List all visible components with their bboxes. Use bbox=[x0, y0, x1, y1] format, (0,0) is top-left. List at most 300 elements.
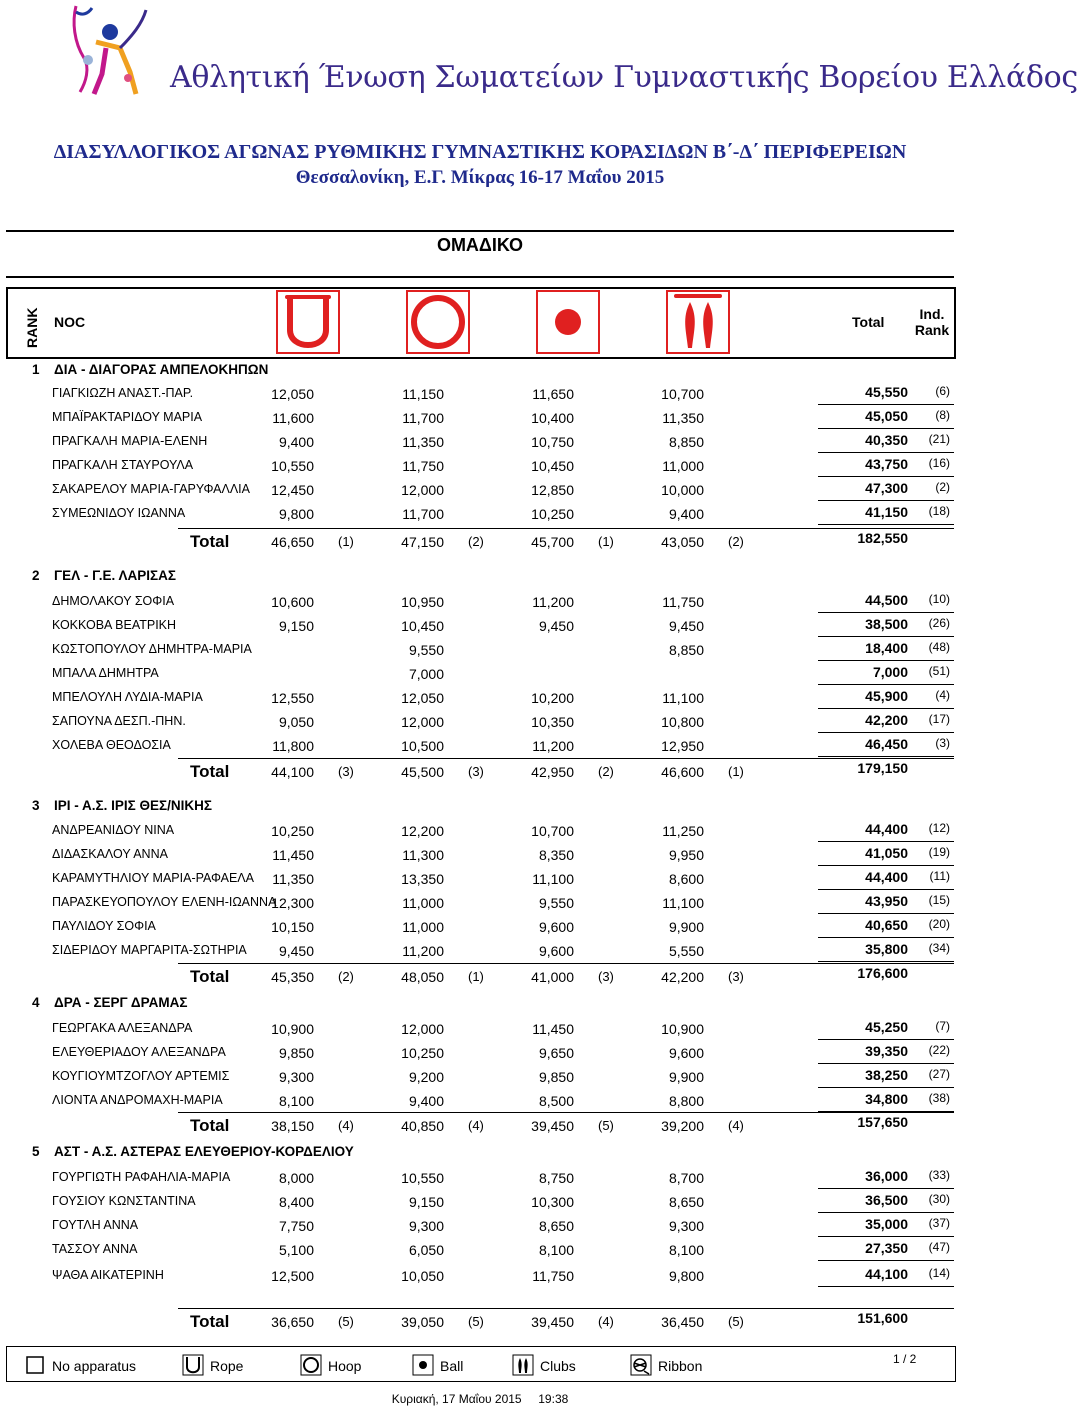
athlete-row bbox=[0, 660, 960, 682]
team-apparatus-rank: (5) bbox=[598, 1118, 614, 1133]
team-total-label: Total bbox=[190, 762, 230, 781]
athlete-name: ΠΑΥΛΙΔΟΥ ΣΟΦΙΑ bbox=[52, 919, 156, 933]
team-total-line bbox=[178, 758, 954, 759]
team-apparatus-total: 45,700 bbox=[531, 534, 574, 550]
athlete-ind-rank: (17) bbox=[928, 712, 950, 726]
apparatus-score: 11,100 bbox=[662, 690, 704, 706]
team-rank: 1 bbox=[32, 362, 40, 377]
athlete-row bbox=[0, 380, 960, 402]
athlete-row bbox=[0, 500, 960, 522]
apparatus-score: 10,250 bbox=[271, 823, 314, 839]
apparatus-score: 10,400 bbox=[531, 410, 574, 426]
athlete-ind-rank: (33) bbox=[928, 1168, 950, 1182]
team-apparatus-total: 46,600 bbox=[661, 764, 704, 780]
athlete-ind-rank: (38) bbox=[928, 1091, 950, 1105]
apparatus-score: 10,550 bbox=[401, 1170, 444, 1186]
athlete-total: 35,000 bbox=[865, 1216, 908, 1232]
team-apparatus-total: 45,500 bbox=[401, 764, 444, 780]
total-underline bbox=[818, 961, 954, 962]
athlete-row bbox=[0, 1063, 960, 1085]
team-apparatus-total: 36,650 bbox=[271, 1314, 314, 1330]
athlete-name: ΓΙΑΓΚΙΩΖΗ ΑΝΑΣΤ.-ΠΑΡ. bbox=[52, 386, 194, 400]
athlete-name: ΠΑΡΑΣΚΕΥΟΠΟΥΛΟΥ ΕΛΕΝΗ-ΙΩΑΝΝΑ bbox=[52, 895, 277, 909]
apparatus-score: 11,700 bbox=[402, 506, 444, 522]
athlete-ind-rank: (8) bbox=[935, 408, 950, 422]
athlete-total: 41,050 bbox=[865, 845, 908, 861]
apparatus-score: 9,550 bbox=[538, 895, 574, 911]
team-total-row bbox=[0, 528, 960, 552]
apparatus-score: 11,350 bbox=[662, 410, 704, 426]
rope-legend-icon bbox=[182, 1354, 204, 1376]
athlete-row bbox=[0, 1039, 960, 1061]
apparatus-score: 11,450 bbox=[272, 847, 314, 863]
apparatus-score: 9,850 bbox=[538, 1069, 574, 1085]
apparatus-score: 9,600 bbox=[538, 919, 574, 935]
competition-name: ΟΜΑΔΙΚΟ bbox=[436, 235, 524, 255]
athlete-row bbox=[0, 452, 960, 474]
team-apparatus-total: 39,450 bbox=[531, 1118, 574, 1134]
team-header bbox=[32, 995, 187, 1010]
apparatus-score: 9,550 bbox=[408, 642, 444, 658]
apparatus-score: 10,600 bbox=[271, 594, 314, 610]
athlete-row bbox=[0, 476, 960, 498]
athlete-total: 45,050 bbox=[865, 408, 908, 424]
athlete-name: ΚΟΥΓΙΟΥΜΤΖΟΓΛΟΥ ΑΡΤΕΜΙΣ bbox=[52, 1069, 230, 1083]
athlete-ind-rank: (34) bbox=[928, 941, 950, 955]
athlete-total: 38,500 bbox=[865, 616, 908, 632]
athlete-ind-rank: (20) bbox=[928, 917, 950, 931]
apparatus-score: 11,800 bbox=[272, 738, 314, 754]
apparatus-score: 12,200 bbox=[401, 823, 444, 839]
team-total-line bbox=[178, 963, 954, 964]
athlete-total: 45,250 bbox=[865, 1019, 908, 1035]
apparatus-score: 9,400 bbox=[278, 434, 314, 450]
apparatus-score: 8,650 bbox=[538, 1218, 574, 1234]
athlete-total: 27,350 bbox=[865, 1240, 908, 1256]
total-underline bbox=[818, 1260, 954, 1261]
athlete-name: ΠΡΑΓΚΑΛΗ ΜΑΡΙΑ-ΕΛΕΝΗ bbox=[52, 434, 208, 448]
athlete-total: 44,500 bbox=[865, 592, 908, 608]
apparatus-score: 9,150 bbox=[408, 1194, 444, 1210]
apparatus-score: 9,600 bbox=[538, 943, 574, 959]
no-apparatus-icon bbox=[24, 1354, 46, 1376]
top-divider bbox=[6, 230, 954, 232]
athlete-name: ΜΠΕΛΟΥΛΗ ΛΥΔΙΑ-ΜΑΡΙΑ bbox=[52, 690, 203, 704]
athlete-name: ΣΥΜΕΩΝΙΔΟΥ ΙΩΑΝΝΑ bbox=[52, 506, 186, 520]
legend-box bbox=[6, 1346, 956, 1382]
apparatus-score: 11,100 bbox=[662, 895, 704, 911]
apparatus-score: 10,250 bbox=[401, 1045, 444, 1061]
apparatus-score: 12,000 bbox=[401, 482, 444, 498]
team-header bbox=[32, 798, 212, 813]
apparatus-score: 10,200 bbox=[531, 690, 574, 706]
athlete-row bbox=[0, 841, 960, 863]
athlete-total: 45,900 bbox=[865, 688, 908, 704]
athlete-total: 35,800 bbox=[865, 941, 908, 957]
apparatus-score: 8,350 bbox=[538, 847, 574, 863]
event-title: ΔΙΑΣΥΛΛΟΓΙΚΟΣ ΑΓΩΝΑΣ ΡΥΘΜΙΚΗΣ ΓΥΜΝΑΣΤΙΚΗΣ ΚΟΡΑΣΙΔΩΝ Β΄-Δ΄ ΠΕΡΙΦΕΡΕΙΩΝ bbox=[53, 141, 907, 163]
ind-rank-header: Ind. Rank bbox=[914, 306, 950, 338]
team-apparatus-total: 38,150 bbox=[271, 1118, 314, 1134]
team-rank: 5 bbox=[32, 1144, 40, 1159]
apparatus-score: 5,550 bbox=[668, 943, 704, 959]
apparatus-score: 8,850 bbox=[668, 434, 704, 450]
apparatus-score: 9,150 bbox=[278, 618, 314, 634]
team-apparatus-total: 42,950 bbox=[531, 764, 574, 780]
athlete-name: ΣΙΔΕΡΙΔΟΥ ΜΑΡΓΑΡΙΤΑ-ΣΩΤΗΡΙΑ bbox=[52, 943, 247, 957]
apparatus-score: 10,350 bbox=[531, 714, 574, 730]
apparatus-score: 11,450 bbox=[532, 1021, 574, 1037]
apparatus-score: 9,300 bbox=[278, 1069, 314, 1085]
athlete-ind-rank: (3) bbox=[935, 736, 950, 750]
hoop-legend-icon bbox=[300, 1354, 322, 1376]
team-total-line bbox=[178, 1112, 954, 1113]
team-header bbox=[32, 1144, 354, 1159]
team-apparatus-rank: (1) bbox=[338, 534, 354, 549]
apparatus-score: 10,250 bbox=[531, 506, 574, 522]
apparatus-score: 9,450 bbox=[538, 618, 574, 634]
apparatus-score: 8,000 bbox=[278, 1170, 314, 1186]
apparatus-score: 10,900 bbox=[661, 1021, 704, 1037]
athlete-ind-rank: (47) bbox=[928, 1240, 950, 1254]
apparatus-score: 8,850 bbox=[668, 642, 704, 658]
athlete-ind-rank: (4) bbox=[935, 688, 950, 702]
apparatus-score: 12,050 bbox=[271, 386, 314, 402]
athlete-name: ΛΙΟΝΤΑ ΑΝΔΡΟΜΑΧΗ-ΜΑΡΙΑ bbox=[52, 1093, 223, 1107]
apparatus-score: 9,950 bbox=[668, 847, 704, 863]
total-underline bbox=[818, 756, 954, 757]
event-subtitle: Θεσσαλονίκη, Ε.Γ. Μίκρας 16-17 Μαΐου 2015 bbox=[295, 167, 665, 188]
team-apparatus-rank: (1) bbox=[728, 764, 744, 779]
team-grand-total: 182,550 bbox=[857, 530, 908, 546]
team-apparatus-total: 43,050 bbox=[661, 534, 704, 550]
athlete-ind-rank: (18) bbox=[928, 504, 950, 518]
apparatus-score: 9,300 bbox=[408, 1218, 444, 1234]
apparatus-score: 12,950 bbox=[661, 738, 704, 754]
apparatus-score: 10,500 bbox=[401, 738, 444, 754]
team-total-line bbox=[178, 1308, 954, 1309]
athlete-name: ΔΗΜΟΛΑΚΟΥ ΣΟΦΙΑ bbox=[52, 594, 175, 608]
athlete-total: 41,150 bbox=[865, 504, 908, 520]
athlete-name: ΚΩΣΤΟΠΟΥΛΟΥ ΔΗΜΗΤΡΑ-ΜΑΡΙΑ bbox=[52, 642, 252, 656]
team-apparatus-total: 42,200 bbox=[661, 969, 704, 985]
apparatus-score: 11,700 bbox=[402, 410, 444, 426]
sub-divider bbox=[6, 276, 954, 278]
athlete-ind-rank: (12) bbox=[928, 821, 950, 835]
athlete-ind-rank: (19) bbox=[928, 845, 950, 859]
athlete-ind-rank: (11) bbox=[929, 869, 950, 883]
total-underline bbox=[818, 1286, 954, 1287]
team-rank: 3 bbox=[32, 798, 40, 813]
apparatus-score: 11,600 bbox=[272, 410, 314, 426]
team-apparatus-rank: (5) bbox=[468, 1314, 484, 1329]
team-name: ΔΡΑ - ΣΕΡΓ ΔΡΑΜΑΣ bbox=[54, 995, 188, 1010]
athlete-ind-rank: (14) bbox=[928, 1266, 950, 1280]
apparatus-score: 12,500 bbox=[271, 1268, 314, 1284]
team-apparatus-rank: (3) bbox=[598, 969, 614, 984]
athlete-row bbox=[0, 1087, 960, 1109]
athlete-row bbox=[0, 588, 960, 610]
team-grand-total: 157,650 bbox=[857, 1114, 908, 1130]
rank-header: RANK bbox=[24, 307, 40, 348]
ball-icon bbox=[536, 290, 600, 354]
apparatus-score: 9,850 bbox=[278, 1045, 314, 1061]
print-date: Κυριακή, 17 Μαΐου 2015 19:38 bbox=[391, 1392, 569, 1406]
apparatus-score: 9,050 bbox=[278, 714, 314, 730]
athlete-ind-rank: (16) bbox=[928, 456, 950, 470]
athlete-total: 43,950 bbox=[865, 893, 908, 909]
team-apparatus-rank: (1) bbox=[468, 969, 484, 984]
apparatus-score: 12,050 bbox=[401, 690, 444, 706]
apparatus-score: 6,050 bbox=[408, 1242, 444, 1258]
athlete-row bbox=[0, 937, 960, 959]
athlete-row bbox=[0, 817, 960, 839]
athlete-name: ΑΝΔΡΕΑΝΙΔΟΥ ΝΙΝΑ bbox=[52, 823, 175, 837]
apparatus-score: 12,000 bbox=[401, 1021, 444, 1037]
apparatus-score: 9,900 bbox=[668, 1069, 704, 1085]
team-apparatus-total: 40,850 bbox=[401, 1118, 444, 1134]
athlete-row bbox=[0, 913, 960, 935]
clubs-icon bbox=[666, 290, 730, 354]
athlete-name: ΔΙΔΑΣΚΑΛΟΥ ΑΝΝΑ bbox=[52, 847, 168, 861]
ball-legend-icon bbox=[412, 1354, 434, 1376]
athlete-name: ΓΟΥΡΓΙΩΤΗ ΡΑΦΑΗΛΙΑ-ΜΑΡΙΑ bbox=[52, 1170, 231, 1184]
apparatus-score: 11,750 bbox=[402, 458, 444, 474]
team-total-label: Total bbox=[190, 1116, 230, 1135]
athlete-row bbox=[0, 428, 960, 450]
athlete-total: 7,000 bbox=[872, 664, 908, 680]
federation-title: Αθλητική Ένωση Σωματείων Γυμναστικής Βορείου Ελλάδος bbox=[170, 60, 1078, 95]
athlete-name: ΓΟΥΤΛΗ ΑΝΝΑ bbox=[52, 1218, 139, 1232]
apparatus-score: 11,250 bbox=[662, 823, 704, 839]
apparatus-score: 11,000 bbox=[402, 919, 444, 935]
athlete-ind-rank: (21) bbox=[928, 432, 950, 446]
team-apparatus-rank: (3) bbox=[338, 764, 354, 779]
apparatus-score: 8,100 bbox=[538, 1242, 574, 1258]
athlete-row bbox=[0, 732, 960, 754]
team-apparatus-rank: (2) bbox=[728, 534, 744, 549]
athlete-row bbox=[0, 612, 960, 634]
athlete-ind-rank: (51) bbox=[928, 664, 950, 678]
apparatus-score: 9,800 bbox=[668, 1268, 704, 1284]
athlete-ind-rank: (30) bbox=[928, 1192, 950, 1206]
athlete-row bbox=[0, 1262, 960, 1284]
athlete-row bbox=[0, 708, 960, 730]
apparatus-score: 9,650 bbox=[538, 1045, 574, 1061]
team-apparatus-rank: (5) bbox=[728, 1314, 744, 1329]
apparatus-score: 9,450 bbox=[278, 943, 314, 959]
apparatus-score: 9,300 bbox=[668, 1218, 704, 1234]
athlete-row bbox=[0, 889, 960, 911]
athlete-name: ΜΠΑΪΡΑΚΤΑΡΙΔΟΥ ΜΑΡΙΑ bbox=[52, 410, 203, 424]
apparatus-score: 8,700 bbox=[668, 1170, 704, 1186]
apparatus-score: 7,750 bbox=[278, 1218, 314, 1234]
apparatus-score: 10,000 bbox=[661, 482, 704, 498]
athlete-total: 38,250 bbox=[865, 1067, 908, 1083]
team-apparatus-rank: (5) bbox=[338, 1314, 354, 1329]
athlete-name: ΓΕΩΡΓΑΚΑ ΑΛΕΞΑΝΔΡΑ bbox=[52, 1021, 193, 1035]
athlete-name: ΨΑΘΑ ΑΙΚΑΤΕΡΙΝΗ bbox=[52, 1268, 164, 1282]
athlete-name: ΜΠΑΛΑ ΔΗΜΗΤΡΑ bbox=[52, 666, 159, 680]
apparatus-score: 9,200 bbox=[408, 1069, 444, 1085]
athlete-total: 40,650 bbox=[865, 917, 908, 933]
team-apparatus-rank: (4) bbox=[728, 1118, 744, 1133]
apparatus-score: 11,750 bbox=[532, 1268, 574, 1284]
total-underline bbox=[818, 524, 954, 525]
athlete-total: 40,350 bbox=[865, 432, 908, 448]
athlete-name: ΠΡΑΓΚΑΛΗ ΣΤΑΥΡΟΥΛΑ bbox=[52, 458, 194, 472]
apparatus-score: 8,100 bbox=[668, 1242, 704, 1258]
apparatus-score: 10,800 bbox=[661, 714, 704, 730]
clubs-legend-icon bbox=[512, 1354, 534, 1376]
athlete-ind-rank: (6) bbox=[935, 384, 950, 398]
team-total-label: Total bbox=[190, 532, 230, 551]
apparatus-score: 11,750 bbox=[662, 594, 704, 610]
apparatus-score: 11,200 bbox=[402, 943, 444, 959]
apparatus-score: 11,000 bbox=[662, 458, 704, 474]
athlete-ind-rank: (26) bbox=[928, 616, 950, 630]
apparatus-score: 8,800 bbox=[668, 1093, 704, 1109]
team-apparatus-rank: (4) bbox=[338, 1118, 354, 1133]
apparatus-score: 10,900 bbox=[271, 1021, 314, 1037]
team-apparatus-rank: (4) bbox=[598, 1314, 614, 1329]
team-total-label: Total bbox=[190, 967, 230, 986]
apparatus-score: 8,100 bbox=[278, 1093, 314, 1109]
athlete-name: ΓΟΥΣΙΟΥ ΚΩΝΣΤΑΝΤΙΝΑ bbox=[52, 1194, 196, 1208]
athlete-total: 46,450 bbox=[865, 736, 908, 752]
team-apparatus-total: 36,450 bbox=[661, 1314, 704, 1330]
athlete-row bbox=[0, 404, 960, 426]
apparatus-score: 13,350 bbox=[401, 871, 444, 887]
apparatus-score: 11,300 bbox=[402, 847, 444, 863]
team-total-row bbox=[0, 1308, 960, 1332]
apparatus-score: 12,850 bbox=[531, 482, 574, 498]
athlete-ind-rank: (15) bbox=[928, 893, 950, 907]
apparatus-score: 7,000 bbox=[408, 666, 444, 682]
athlete-total: 34,800 bbox=[865, 1091, 908, 1107]
apparatus-score: 8,650 bbox=[668, 1194, 704, 1210]
team-name: ΓΕΛ - Γ.Ε. ΛΑΡΙΣΑΣ bbox=[54, 568, 176, 583]
team-apparatus-total: 44,100 bbox=[271, 764, 314, 780]
team-apparatus-total: 39,200 bbox=[661, 1118, 704, 1134]
apparatus-score: 11,100 bbox=[532, 871, 574, 887]
team-apparatus-total: 48,050 bbox=[401, 969, 444, 985]
apparatus-score: 11,000 bbox=[402, 895, 444, 911]
apparatus-score: 9,400 bbox=[668, 506, 704, 522]
team-grand-total: 176,600 bbox=[857, 965, 908, 981]
athlete-row bbox=[0, 1236, 960, 1258]
apparatus-score: 8,600 bbox=[668, 871, 704, 887]
athlete-ind-rank: (10) bbox=[928, 592, 950, 606]
apparatus-score: 8,500 bbox=[538, 1093, 574, 1109]
team-total-row bbox=[0, 963, 960, 987]
athlete-row bbox=[0, 1188, 960, 1210]
team-apparatus-rank: (4) bbox=[468, 1118, 484, 1133]
team-apparatus-total: 47,150 bbox=[401, 534, 444, 550]
athlete-name: ΚΑΡΑΜΥΤΗΛΙΟΥ ΜΑΡΙΑ-ΡΑΦΑΕΛΑ bbox=[52, 871, 254, 885]
team-apparatus-total: 41,000 bbox=[531, 969, 574, 985]
athlete-total: 45,550 bbox=[865, 384, 908, 400]
apparatus-score: 10,450 bbox=[401, 618, 444, 634]
athlete-name: ΣΑΚΑΡΕΛΟΥ ΜΑΡΙΑ-ΓΑΡΥΦΑΛΛΙΑ bbox=[52, 482, 250, 496]
team-apparatus-total: 45,350 bbox=[271, 969, 314, 985]
apparatus-score: 10,700 bbox=[531, 823, 574, 839]
team-name: ΔΙΑ - ΔΙΑΓΟΡΑΣ ΑΜΠΕΛΟΚΗΠΩΝ bbox=[54, 362, 269, 377]
apparatus-score: 12,550 bbox=[271, 690, 314, 706]
athlete-row bbox=[0, 1015, 960, 1037]
apparatus-score: 11,200 bbox=[532, 594, 574, 610]
apparatus-score: 10,700 bbox=[661, 386, 704, 402]
apparatus-score: 5,100 bbox=[278, 1242, 314, 1258]
apparatus-score: 10,050 bbox=[401, 1268, 444, 1284]
athlete-total: 47,300 bbox=[865, 480, 908, 496]
column-header-box bbox=[6, 287, 956, 359]
team-apparatus-rank: (1) bbox=[598, 534, 614, 549]
team-total-label: Total bbox=[190, 1312, 230, 1331]
athlete-row bbox=[0, 1164, 960, 1186]
athlete-ind-rank: (37) bbox=[928, 1216, 950, 1230]
athlete-total: 18,400 bbox=[865, 640, 908, 656]
athlete-total: 39,350 bbox=[865, 1043, 908, 1059]
team-name: ΙΡΙ - Α.Σ. ΙΡΙΣ ΘΕΣ/ΝΙΚΗΣ bbox=[54, 798, 212, 813]
rope-icon bbox=[276, 290, 340, 354]
team-grand-total: 151,600 bbox=[857, 1310, 908, 1326]
team-apparatus-rank: (3) bbox=[728, 969, 744, 984]
athlete-ind-rank: (27) bbox=[928, 1067, 950, 1081]
team-apparatus-rank: (2) bbox=[338, 969, 354, 984]
apparatus-score: 9,900 bbox=[668, 919, 704, 935]
athlete-ind-rank: (7) bbox=[935, 1019, 950, 1033]
apparatus-score: 10,150 bbox=[271, 919, 314, 935]
athlete-ind-rank: (2) bbox=[935, 480, 950, 494]
athlete-total: 43,750 bbox=[865, 456, 908, 472]
apparatus-score: 12,300 bbox=[271, 895, 314, 911]
total-header: Total bbox=[852, 314, 885, 330]
team-apparatus-rank: (2) bbox=[598, 764, 614, 779]
athlete-total: 44,400 bbox=[865, 869, 908, 885]
apparatus-score: 10,950 bbox=[401, 594, 444, 610]
team-apparatus-total: 39,450 bbox=[531, 1314, 574, 1330]
athlete-total: 44,100 bbox=[865, 1266, 908, 1282]
athlete-ind-rank: (48) bbox=[928, 640, 950, 654]
apparatus-score: 10,450 bbox=[531, 458, 574, 474]
team-name: ΑΣΤ - Α.Σ. ΑΣΤΕΡΑΣ ΕΛΕΥΘΕΡΙΟΥ-ΚΟΡΔΕΛΙΟΥ bbox=[54, 1144, 354, 1159]
team-total-line bbox=[178, 528, 954, 529]
athlete-total: 36,500 bbox=[865, 1192, 908, 1208]
team-grand-total: 179,150 bbox=[857, 760, 908, 776]
apparatus-score: 11,350 bbox=[402, 434, 444, 450]
athlete-row bbox=[0, 684, 960, 706]
apparatus-score: 8,750 bbox=[538, 1170, 574, 1186]
ribbon-legend-icon bbox=[630, 1354, 652, 1376]
apparatus-score: 9,800 bbox=[278, 506, 314, 522]
team-header bbox=[32, 568, 176, 583]
team-total-row bbox=[0, 758, 960, 782]
apparatus-score: 11,200 bbox=[532, 738, 574, 754]
apparatus-score: 11,650 bbox=[532, 386, 574, 402]
apparatus-score: 11,350 bbox=[272, 871, 314, 887]
hoop-icon bbox=[406, 290, 470, 354]
gymnast-logo-icon bbox=[66, 2, 150, 96]
team-header bbox=[32, 362, 268, 377]
athlete-name: ΤΑΣΣΟΥ ΑΝΝΑ bbox=[52, 1242, 138, 1256]
athlete-name: ΚΟΚΚΟΒΑ ΒΕΑΤΡΙΚΗ bbox=[52, 618, 177, 632]
athlete-row bbox=[0, 865, 960, 887]
page-number: 1 / 2 bbox=[893, 1352, 917, 1366]
athlete-name: ΣΑΠΟΥΝΑ ΔΕΣΠ.-ΠΗΝ. bbox=[52, 714, 186, 728]
apparatus-score: 9,450 bbox=[668, 618, 704, 634]
apparatus-score: 11,150 bbox=[402, 386, 444, 402]
